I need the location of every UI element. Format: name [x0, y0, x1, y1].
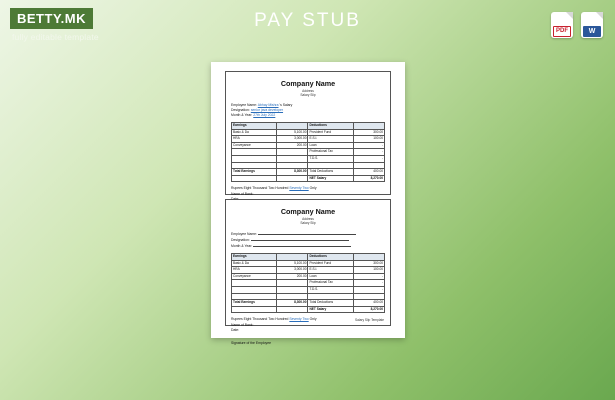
cell: [232, 175, 277, 182]
pdf-badge-label: PDF: [553, 26, 571, 37]
col-earnings: Earnings: [232, 253, 277, 260]
cell: Conveyance: [232, 142, 277, 149]
amount-words-suffix: Only: [309, 317, 317, 322]
signature-label: Signature of the Employee: [231, 340, 271, 345]
cell: [353, 293, 384, 300]
brand-logo: BETTY.MK: [10, 8, 93, 29]
field-label: Month & Year:: [231, 112, 253, 117]
cell: 300.00: [353, 260, 384, 267]
amount-words-link[interactable]: Seventy Two: [289, 186, 309, 191]
template-footnote: Salary Slip Template: [355, 318, 384, 322]
document-preview[interactable]: [211, 62, 405, 345]
cell: Basic & Da: [232, 129, 277, 136]
word-file-icon[interactable]: [581, 12, 603, 38]
cell: 8,300.00: [277, 169, 308, 176]
month-year-input-rule[interactable]: [253, 243, 351, 247]
cell: [277, 286, 308, 293]
cell: NET Salary: [308, 306, 353, 313]
cell: [277, 175, 308, 182]
cell: Total Earnings: [232, 300, 277, 307]
col-earnings-amount: [277, 122, 308, 129]
date-line: [231, 328, 385, 333]
table-row: [232, 162, 385, 169]
table-total-row: [232, 169, 385, 176]
cell: 3,000.00: [277, 267, 308, 274]
page-title: PAY STUB: [254, 10, 361, 31]
cell: -: [353, 142, 384, 149]
earnings-deductions-table: [231, 253, 385, 313]
table-row: [232, 260, 385, 267]
field-month-year: [231, 243, 385, 249]
cell: 8,300.00: [277, 300, 308, 307]
table-row: [232, 155, 385, 162]
cell: [277, 306, 308, 313]
company-name: Company Name: [280, 207, 336, 216]
cell: 100.00: [353, 267, 384, 274]
cell: [232, 149, 277, 156]
page-fold-corner: [596, 12, 603, 19]
field-month-year: [231, 113, 385, 118]
cell: E.S.I.: [308, 267, 353, 274]
cell: 400.00: [353, 169, 384, 176]
table-header-row: [232, 253, 385, 260]
field-value[interactable]: Abhay Mishra: [257, 102, 279, 107]
cell: Provident Fund: [308, 129, 353, 136]
col-deductions-amount: [353, 253, 384, 260]
cell: Basic & Da: [232, 260, 277, 267]
cell: -: [353, 273, 384, 280]
pdf-file-icon[interactable]: [551, 12, 573, 38]
word-badge-label: W: [583, 26, 601, 37]
table-row: [232, 267, 385, 274]
table-row: [232, 286, 385, 293]
cell: T.D.S.: [308, 155, 353, 162]
field-label: Month & Year:: [231, 243, 253, 248]
cell: [232, 155, 277, 162]
document-subtitle: Salary Slip: [300, 93, 316, 98]
col-deductions: Deductions: [308, 122, 353, 129]
amount-words-suffix: Only: [309, 186, 317, 191]
cell: Professional Tax: [308, 280, 353, 287]
cell: HRA: [232, 267, 277, 274]
cell: [277, 162, 308, 169]
cell: 3,000.00: [277, 136, 308, 143]
field-suffix: 's Salary: [279, 102, 293, 107]
cell: [232, 293, 277, 300]
pay-stub-copy-1: [225, 71, 391, 195]
cell: Professional Tax: [308, 149, 353, 156]
table-row: [232, 273, 385, 280]
field-label: Employee Name:: [231, 102, 258, 107]
designation-input-rule[interactable]: [251, 237, 349, 241]
cell: Loan: [308, 273, 353, 280]
amount-words-prefix: Rupees Eight Thousand Two Hundred: [231, 186, 289, 191]
col-deductions: Deductions: [308, 253, 353, 260]
col-earnings-amount: [277, 253, 308, 260]
cell: 5,100.00: [277, 260, 308, 267]
field-value[interactable]: 27th July 2022: [253, 112, 276, 117]
brand-tagline: fully editable template: [12, 32, 99, 42]
cell: NET Salary: [308, 175, 353, 182]
field-label: Designation:: [231, 237, 250, 242]
employee-fields: [231, 103, 385, 118]
cell: -: [353, 155, 384, 162]
table-row: [232, 149, 385, 156]
cell: [232, 280, 277, 287]
company-name: Company Name: [280, 79, 336, 88]
field-label: Employee Name:: [231, 231, 258, 236]
table-row: [232, 136, 385, 143]
bank-label: Name of Bank:: [231, 191, 254, 196]
pay-stub-copy-2: [225, 199, 391, 345]
amount-words-link[interactable]: Seventy Two: [289, 317, 309, 322]
cell: 400.00: [353, 300, 384, 307]
document-subtitle: Salary Slip: [300, 221, 316, 226]
table-net-row: [232, 175, 385, 182]
field-value[interactable]: senior java developer: [250, 107, 284, 112]
employee-name-input-rule[interactable]: [258, 231, 356, 235]
col-earnings: Earnings: [232, 122, 277, 129]
date-label: Date:: [231, 328, 240, 333]
company-address: Address: [302, 217, 314, 221]
field-label: Designation:: [231, 107, 250, 112]
earnings-deductions-table: [231, 122, 385, 182]
col-deductions-amount: [353, 122, 384, 129]
cell: [277, 149, 308, 156]
cell: [232, 162, 277, 169]
cell: -: [353, 280, 384, 287]
bank-label: Name of Bank:: [231, 322, 254, 327]
cell: [277, 155, 308, 162]
amount-words-prefix: Rupees Eight Thousand Two Hundred: [231, 317, 289, 322]
cell: 200.00: [277, 273, 308, 280]
cell: 8,270.00: [353, 175, 384, 182]
table-header-row: [232, 122, 385, 129]
cell: -: [353, 286, 384, 293]
signature-line: [231, 341, 385, 345]
cell: Total Deductions: [308, 300, 353, 307]
cell: [232, 306, 277, 313]
cell: T.D.S.: [308, 286, 353, 293]
cell: Total Deductions: [308, 169, 353, 176]
cell: [277, 293, 308, 300]
employee-fields: [231, 231, 385, 249]
cell: Loan: [308, 142, 353, 149]
table-row: [232, 142, 385, 149]
table-total-row: [232, 300, 385, 307]
cell: Total Earnings: [232, 169, 277, 176]
cell: [308, 162, 353, 169]
table-row: [232, 129, 385, 136]
cell: [232, 286, 277, 293]
page-fold-corner: [566, 12, 573, 19]
cell: 8,270.00: [353, 306, 384, 313]
cell: 300.00: [353, 129, 384, 136]
cell: [353, 162, 384, 169]
table-row: [232, 293, 385, 300]
cell: 100.00: [353, 136, 384, 143]
cell: HRA: [232, 136, 277, 143]
cell: [308, 293, 353, 300]
header-bar: [0, 0, 615, 58]
cell: 5,100.00: [277, 129, 308, 136]
company-address: Address: [302, 89, 314, 93]
table-net-row: [232, 306, 385, 313]
cell: -: [353, 149, 384, 156]
cell: [277, 280, 308, 287]
cell: 200.00: [277, 142, 308, 149]
cell: E.S.I.: [308, 136, 353, 143]
table-row: [232, 280, 385, 287]
cell: Provident Fund: [308, 260, 353, 267]
cell: Conveyance: [232, 273, 277, 280]
